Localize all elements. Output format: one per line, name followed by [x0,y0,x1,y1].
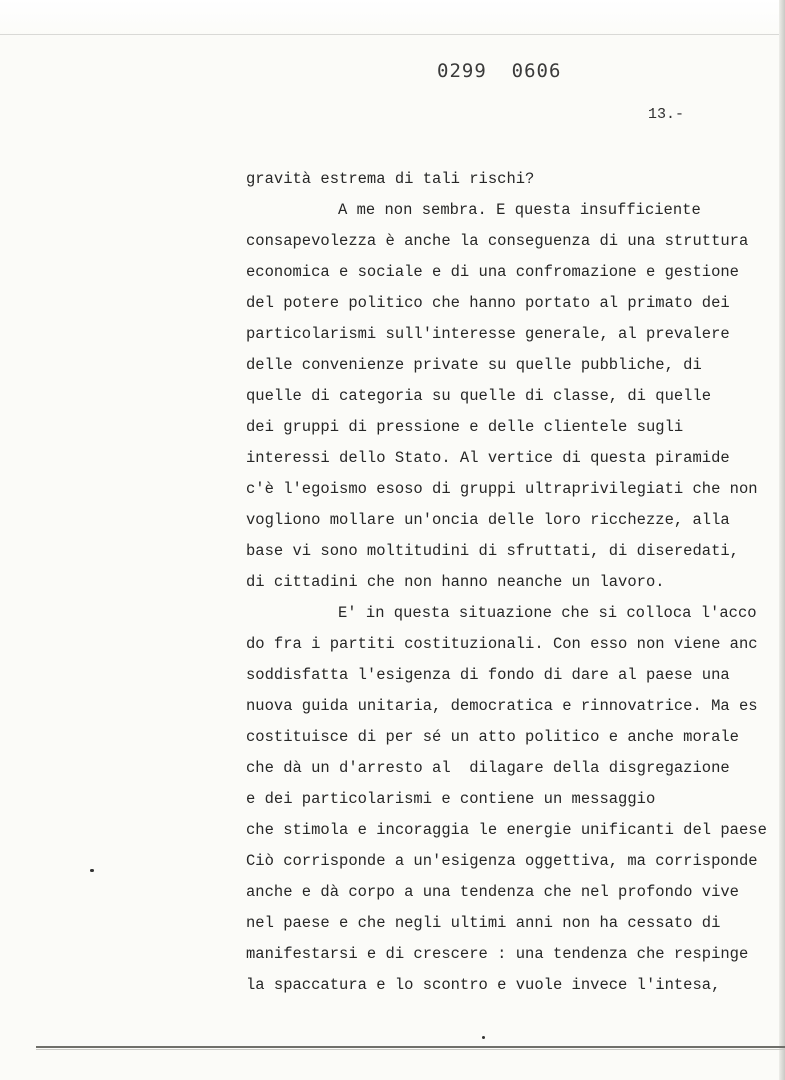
page-number: 13.- [648,106,685,123]
text-line: del potere politico che hanno portato al primato dei [246,294,730,312]
text-line: nel paese e che negli ultimi anni non ha cessato di [246,914,721,932]
text-line: delle convenienze private su quelle pubbliche, di [246,356,702,374]
text-line: nuova guida unitaria, democratica e rinnovatrice. Ma es [246,697,758,715]
text-line: dei gruppi di pressione e delle clientele sugli [246,418,684,436]
text-line: quelle di categoria su quelle di classe, di quelle [246,387,712,405]
text-line: di cittadini che non hanno neanche un lavoro. [246,573,665,591]
text-line: che stimola e incoraggia le energie unificanti del paese [246,821,767,839]
text-line: la spaccatura e lo scontro e vuole invece l'intesa, [246,976,721,994]
archive-stamp: 0299 0606 [437,60,562,82]
text-line: soddisfatta l'esigenza di fondo di dare al paese una [246,666,730,684]
text-line: manifestarsi e di crescere : una tendenza che respinge [246,945,749,963]
scan-speck [90,869,94,872]
text-line: A me non sembra. E questa insufficiente [338,201,701,219]
scan-speck [482,1036,485,1039]
text-line: costituisce di per sé un atto politico e anche morale [246,728,739,746]
text-line: che dà un d'arresto al dilagare della disgregazione [246,759,730,777]
scan-top-edge [0,0,785,36]
text-line: particolarismi sull'interesse generale, al prevalere [246,325,730,343]
text-line: e dei particolarismi e contiene un messaggio [246,790,656,808]
text-line: gravità estrema di tali rischi? [246,170,535,188]
scan-top-rule [0,34,785,35]
text-line: interessi dello Stato. Al vertice di questa piramide [246,449,730,467]
text-line: base vi sono moltitudini di sfruttati, di diseredati, [246,542,739,560]
text-line: Ciò corrisponde a un'esigenza oggettiva, ma corrisponde [246,852,758,870]
text-line: do fra i partiti costituzionali. Con esso non viene anc [246,635,758,653]
text-line: consapevolezza è anche la conseguenza di una struttura [246,232,749,250]
bottom-rule [36,1046,785,1048]
text-line: anche e dà corpo a una tendenza che nel profondo vive [246,883,739,901]
bottom-rule-shadow [36,1049,785,1050]
text-line: E' in questa situazione che si colloca l'acco [338,604,757,622]
text-line: vogliono mollare un'oncia delle loro ricchezze, alla [246,511,730,529]
typed-text-body [246,164,785,1001]
text-line: economica e sociale e di una confromazione e gestione [246,263,739,281]
text-line: c'è l'egoismo esoso di gruppi ultraprivilegiati che non [246,480,758,498]
